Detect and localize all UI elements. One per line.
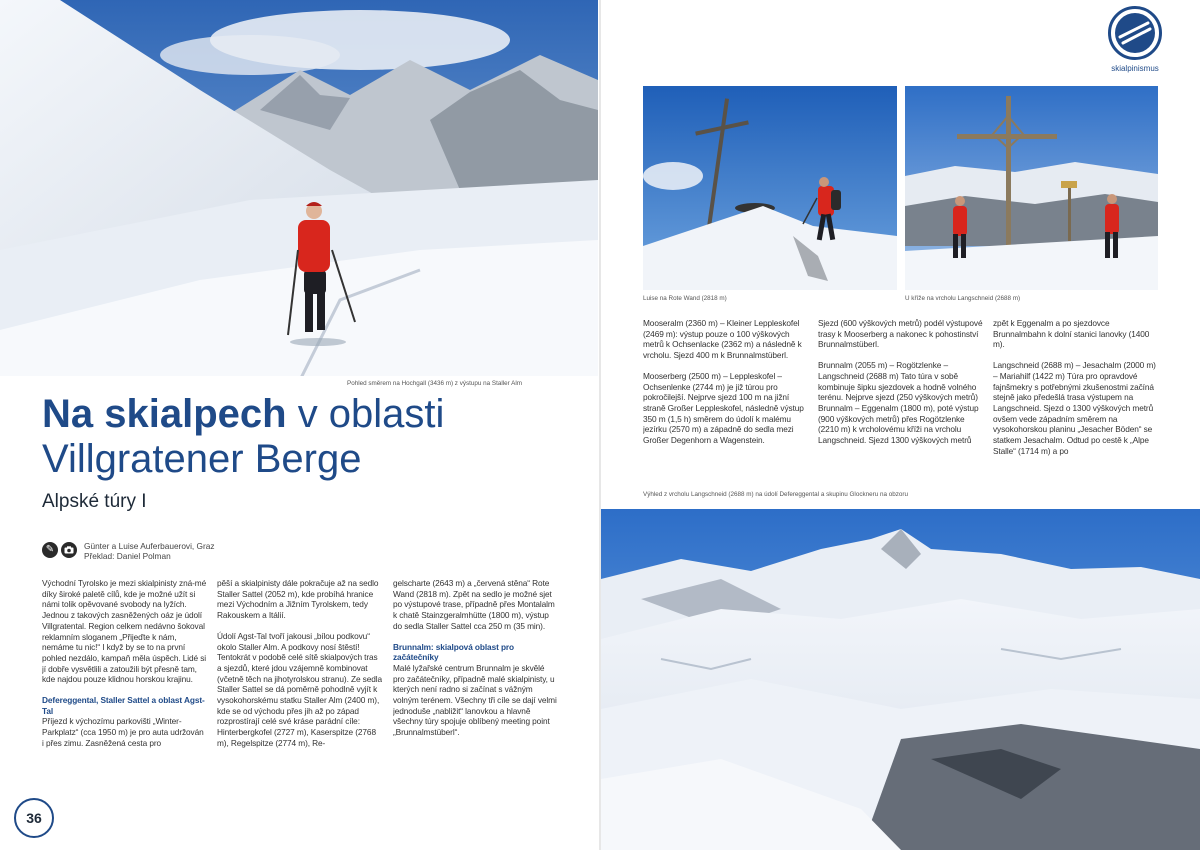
left-column-3 (393, 578, 558, 798)
photo-langschneid-cross (905, 86, 1158, 290)
right-column-1 (643, 318, 808, 478)
credits-authors: Günter a Luise Auferbauerovi, Graz (84, 541, 215, 551)
left-column-2 (217, 578, 382, 798)
staller-sattel-paragraph: pěší a skialpinisty dále pokračuje až na sedlo Staller Sattel (2052 m), kde probíhá hranice mezi Východním a Jižním Tyrolskem, tedy Rakouskem a Itálií. (217, 578, 379, 621)
logo-label: skialpinismus (1111, 64, 1159, 73)
pen-icon: ✎ (42, 542, 58, 558)
section-heading-brunnalm: Brunnalm: skialpová oblast pro začátečníky (393, 641, 515, 663)
main-photo-skier (0, 0, 598, 376)
brunnalm-route-paragraph: Brunnalm (2055 m) – Rogötzlenke – Langschneid (2688 m) Tato túra v sobě kombinuje šipku sjezdovek a hodně volného terénu. Nejprve sjezd (250 výškových metrů) Brunnalm – Eggenalm (1800 m), poté výstup (900 výškových metrů) přes Rogötzlenke (2210 m) k vrcholovému kříži na vrcholu Langschneid. Sjezd 1300 výškových metrů (818, 360, 979, 446)
photo-rote-wand (643, 86, 897, 290)
article-title (42, 392, 582, 514)
section-heading-defereggental: Defereggental, Staller Sattel a oblast Agst-Tal (42, 695, 205, 716)
right-column-3 (993, 318, 1158, 478)
right-column-2 (818, 318, 983, 478)
panorama-caption: Výhled z vrcholu Langschneid (2688 m) na údolí Defereggental a skupinu Glockneru na obzoru (643, 491, 908, 498)
intro-paragraph: Východní Tyrolsko je mezi skialpinisty zná-mé díky široké paletě cílů, kde je možné užít si námi tolik opěvované svobody na lyžích. Jednou z takových zasněžených oáz je údolí Villgratental. Region celkem nedávno šokoval reklamním sloganem „Přijeďte k nám, nemáme tu nic!“ I když by se to na první pohled nezdálo, kampaň měla úspěch. Lidé si jí dobře vysvětlili a zatoužili být přesně tam, kde najdou pouze klidnou horskou krajinu. (42, 578, 207, 685)
ski-icon (1108, 6, 1162, 60)
subtitle: Alpské túry I (42, 491, 147, 512)
photo-langschneid-cross-caption: U kříže na vrcholu Langschneid (2688 m) (905, 295, 1021, 302)
eggenalm-paragraph: zpět k Eggenalm a po sjezdovce Brunnalmbahn k dolní stanici lanovky (1400 m). (993, 318, 1150, 350)
langschneid-route-paragraph: Langschneid (2688 m) – Jesachalm (2000 m) – Mariahilf (1422 m) Túra pro opravdové fajnšmekry s potřebnými zkušenostmi začíná stejně jako předešlá trasa výstupem na Langschneid. Sjezd o 1300 výškových metrů ovšem vede západním směrem na vysokohorskou planinu „Jesacher Böden“ se statkem Jesachalm. Odtud po cestě k „Alpe Stalle“ (1714 m) a po (993, 360, 1156, 456)
sjezd-paragraph: Sjezd (600 výškových metrů) podél výstupové trasy k Mooserberg a nakonec k pohostinství Brunnalmstüberl. (818, 318, 983, 350)
mooserberg-paragraph: Mooserberg (2500 m) – Leppleskofel – Ochsenlenke (2744 m) je již túrou pro pokročilejší. Nejprve sjezd 100 m na jižní straně Großer Leppleskofel, následně výstup 350 m (1,5 h) směrem do údolí k malému jezírku (2570 m) a západně do sedla mezi Großer Degenhorn a Wagenstein. (643, 370, 804, 446)
credits (42, 540, 342, 562)
left-column-1 (42, 578, 207, 798)
rote-wand-paragraph: gelscharte (2643 m) a „červená stěna“ Rote Wand (2818 m). Zpět na sedlo je možné sjet po výstupové trase, případně přes Montalalm k chatě Stainzgeralmhütte (1800 m), výstup do sedla Staller Sattel cca 250 m (35 min). (393, 578, 555, 631)
title-line2: Villgratener Berge (42, 437, 362, 481)
mooseralm-paragraph: Mooseralm (2360 m) – Kleiner Leppleskofel (2469 m): výstup pouze o 100 výškových metrů k Ochsenlacke (2362 m) a následně k vrcholu. Sjezd 400 m k Brunnalmstüberl. (643, 318, 802, 361)
skialpinismus-logo (1100, 6, 1170, 80)
brunnalm-paragraph: Malé lyžařské centrum Brunnalm je skvělé pro začátečníky, případně malé skialpinisty, u kterých není radno si začínat s vážným volným terénem. Všechny tři cíle se dají velmi jednoduše „nabližit“ lanovkou a hlavně všechny túry spojuje oblíbený meeting point „Brunnalmstüberl“. (393, 662, 557, 738)
credits-translator: Překlad: Daniel Polman (84, 551, 171, 561)
page-number (14, 798, 54, 838)
page-number-text: 36 (26, 810, 42, 826)
agst-tal-paragraph: Údolí Agst-Tal tvoří jakousi „bílou podkovu“ okolo Staller Alm. A podkovy nosí štěstí! Tentokrát v podobě celé sítě skialpových tras a sjezdů, které jdou vzájemně kombinovat (včetně těch na jihotyrolskou stranu). Ze sedla Staller Sattel se dá poměrně pohodlně vyjít k vysokohorskému statku Staller Alm (2400 m), kde se od východu přes jih až po západ rozprostírají celé své krásе parádní cíle: Hinterbergkofel (2727 m), Kaserspitze (2768 m), Regelspitze (2774 m), Re- (217, 630, 382, 748)
main-photo-caption: Pohled směrem na Hochgall (3436 m) z výstupu na Staller Alm (347, 380, 522, 387)
panorama-photo (601, 509, 1200, 850)
camera-icon (61, 542, 77, 558)
title-bold: Na skialpech (42, 392, 287, 436)
defereggental-paragraph: Příjezd k výchozímu parkovišti „Winter-Parkplatz“ (cca 1950 m) je pro auta udržován i přes zimu. Zasněžená cesta pro (42, 716, 204, 748)
title-rest: v oblasti (286, 392, 445, 436)
photo-rote-wand-caption: Luise na Rote Wand (2818 m) (643, 295, 727, 302)
